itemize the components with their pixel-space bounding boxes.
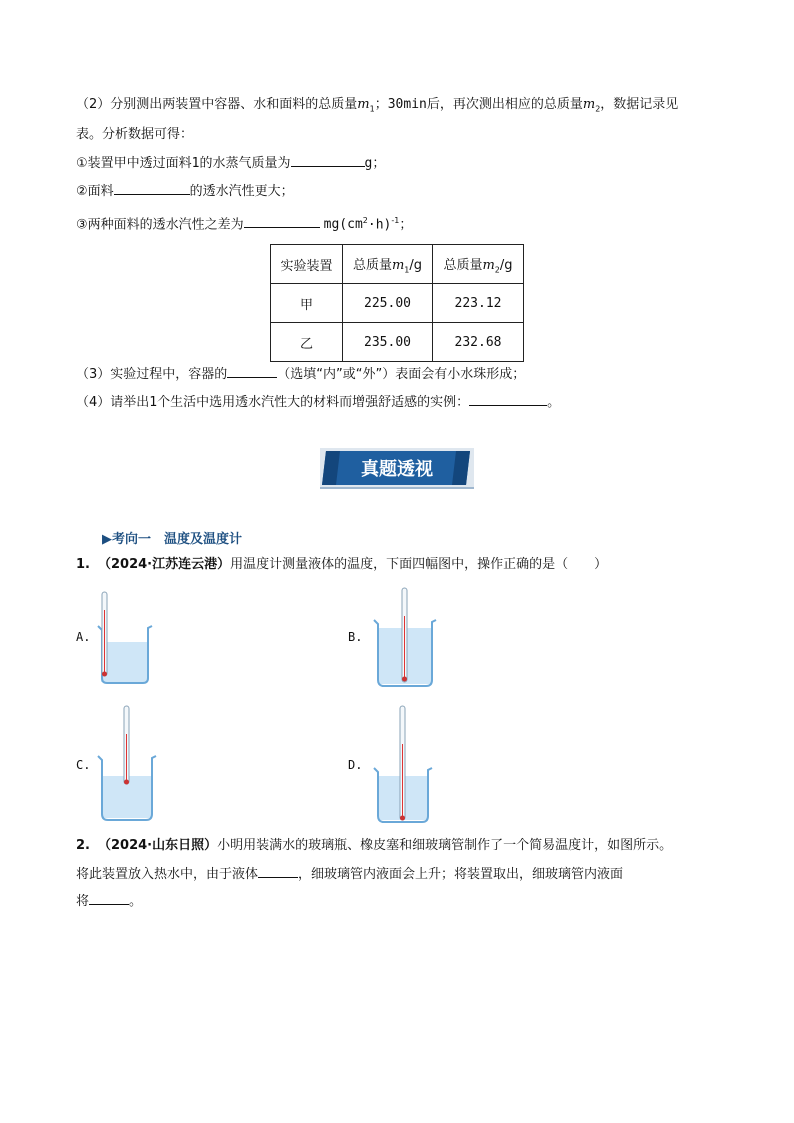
q-prev-part2-line2: 表。分析数据可得：: [76, 127, 194, 142]
table-cell-m2: 223.12: [433, 284, 524, 323]
section-label: [102, 528, 242, 547]
option-b-figure[interactable]: [372, 586, 438, 690]
sub3-unit: mg(cm: [323, 217, 363, 233]
part4-end: 。: [547, 395, 561, 410]
q2-text3b: 。: [129, 894, 143, 909]
part2-text-a: （2）分别测出两装置中容器、水和面料的总质量: [76, 97, 358, 112]
arrow-icon: ▶: [102, 532, 112, 547]
table-header-row: [271, 245, 524, 284]
section-banner: [320, 446, 474, 490]
part2-text-b: ；: [374, 97, 388, 112]
sub2-text-b: 的透水汽性更大；: [189, 184, 294, 199]
m1-subscript: 1: [369, 104, 375, 114]
sub3-end: ；: [399, 217, 413, 233]
part2-text-d: 后，再次测出相应的总质量: [426, 97, 583, 112]
q1-source: （2024·江苏连云港）: [97, 557, 231, 572]
sub1-text-b: 的水蒸气质量为: [199, 156, 291, 171]
part4-line: [76, 392, 560, 412]
option-d-label[interactable]: D.: [348, 758, 363, 772]
q2-text3a: 将: [76, 894, 90, 909]
table-cell-m2: 232.68: [433, 323, 524, 362]
sub1-unit: g；: [364, 156, 386, 171]
part4-text-a: （4）请举出: [76, 395, 150, 410]
q2-blank-2[interactable]: [89, 891, 129, 905]
m1-symbol: m: [357, 97, 370, 112]
m2-subscript: 2: [595, 104, 601, 114]
part3-line: [76, 364, 525, 384]
table-header-m1: 总质量$m_1/g$: [343, 245, 433, 284]
table-header-m2: 总质量$m_2/g$: [433, 245, 524, 284]
sub-question-2: [76, 181, 294, 201]
sub3-text-a: ③两种面料的透水汽性之差为: [76, 217, 244, 233]
banner-title: 真题透视: [361, 459, 433, 480]
table-cell-m1: 235.00: [343, 323, 433, 362]
option-a-label[interactable]: A.: [76, 630, 91, 644]
q1-number: 1.: [76, 557, 90, 572]
table-header-device: 实验装置: [271, 245, 343, 284]
m2-symbol: m: [582, 97, 596, 112]
q-prev-part2-line1: [76, 96, 678, 119]
sub-question-3: [76, 212, 412, 234]
sub1-text-a: ①装置甲中透过面料: [76, 156, 192, 171]
q2-blank-1[interactable]: [258, 864, 298, 878]
option-c-label[interactable]: C.: [76, 758, 91, 772]
option-c-figure[interactable]: [96, 704, 158, 822]
sub2-text-a: ②面料: [76, 184, 114, 199]
part2-text-e: ，数据记录见: [600, 97, 679, 112]
part4-answer-blank[interactable]: [469, 392, 547, 406]
sub3-sup: 2: [362, 216, 368, 225]
table-row: [271, 284, 524, 323]
part4-num: 1: [149, 395, 158, 410]
q1-stem: [76, 556, 607, 574]
q2-source: （2024·山东日照）: [97, 838, 218, 853]
sub1-num: 1: [191, 156, 200, 171]
option-a-figure[interactable]: [96, 590, 156, 686]
part3-text-b: （选填“内”或“外”）表面会有小水珠形成；: [277, 367, 526, 382]
part4-text-b: 个生活中选用透水汽性大的材料而增强舒适感的实例：: [157, 395, 470, 410]
sub3-unit-h: ·h): [367, 217, 392, 233]
part2-time: 30min: [387, 97, 427, 112]
table-cell-m1: 225.00: [343, 284, 433, 323]
q2-line1: [76, 837, 672, 855]
q2-number: 2.: [76, 838, 90, 853]
part3-answer-blank[interactable]: [227, 364, 277, 378]
table-cell-device: 乙: [271, 323, 343, 362]
q2-text2b: ，细玻璃管内液面会上升；将装置取出，细玻璃管内液面: [298, 867, 624, 882]
sub2-answer-blank[interactable]: [114, 181, 190, 195]
q2-line3: [76, 891, 142, 911]
sub3-sup2: -1: [391, 216, 400, 225]
sub3-answer-blank[interactable]: [244, 214, 320, 228]
q2-text1: 小明用装满水的玻璃瓶、橡皮塞和细玻璃管制作了一个简易温度计，如图所示。: [217, 838, 673, 853]
data-table: [270, 244, 524, 362]
q2-text2a: 将此装置放入热水中，由于液体: [76, 867, 259, 882]
q1-text: 用温度计测量液体的温度，下面四幅图中，操作正确的是（ ）: [230, 557, 608, 572]
sub-question-1: [76, 153, 385, 173]
option-d-figure[interactable]: [372, 704, 434, 824]
table-cell-device: 甲: [271, 284, 343, 323]
option-b-label[interactable]: B.: [348, 630, 363, 644]
section-label-text: 考向一 温度及温度计: [112, 532, 243, 547]
table-row: [271, 323, 524, 362]
sub1-answer-blank[interactable]: [291, 153, 365, 167]
banner-graphic: [320, 446, 474, 490]
q2-line2: [76, 864, 623, 884]
part3-text-a: （3）实验过程中，容器的: [76, 367, 228, 382]
